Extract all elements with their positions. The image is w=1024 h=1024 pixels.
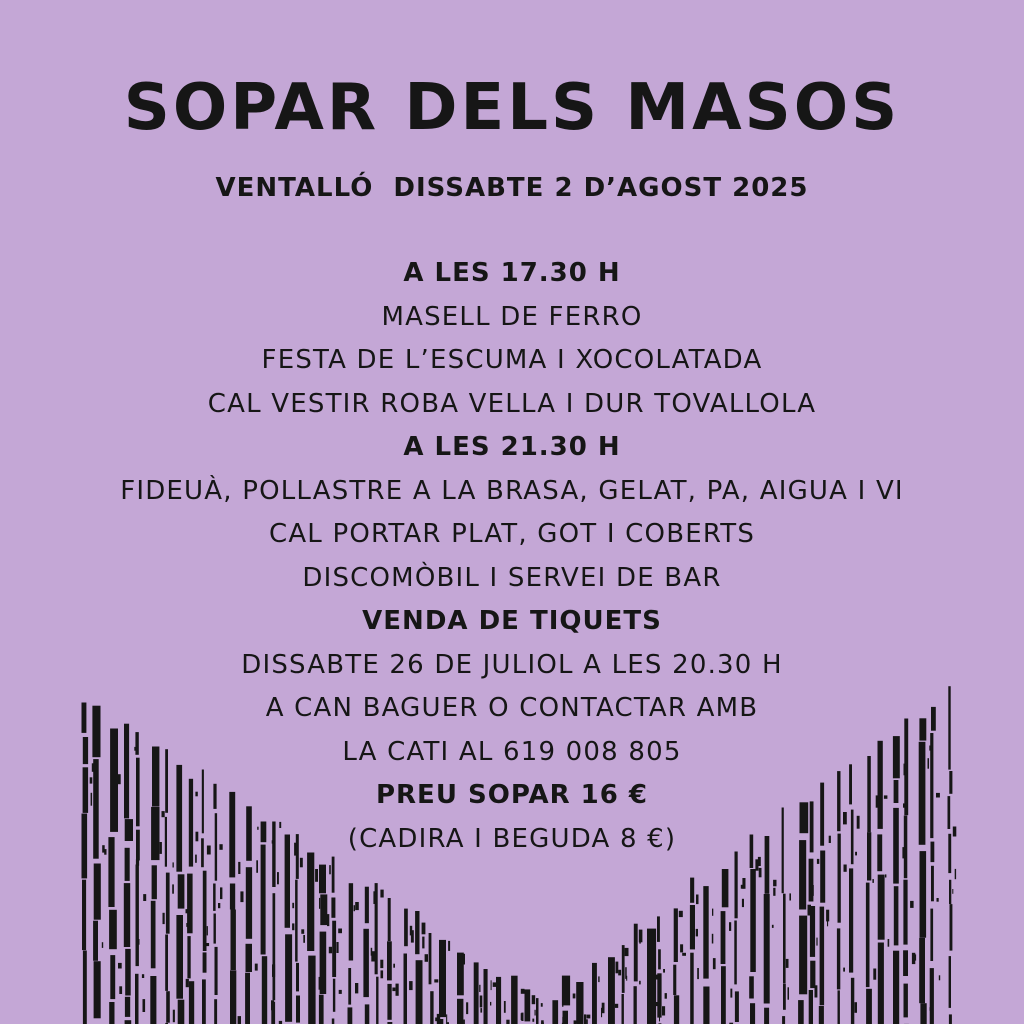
program-line: MASELL DE FERRO xyxy=(381,301,643,332)
program-line: LA CATI AL 619 008 805 xyxy=(342,736,682,767)
program-line: CAL PORTAR PLAT, GOT I COBERTS xyxy=(268,519,756,549)
program-heading: VENDA DE TIQUETS xyxy=(362,606,662,636)
event-title: SOPAR DELS MASOS xyxy=(123,71,901,145)
program-line: FESTA DE L’ESCUMA I XOCOLATADA xyxy=(261,345,763,375)
program-line: A CAN BAGUER O CONTACTAR AMB xyxy=(265,693,759,723)
program-line: CAL VESTIR ROBA VELLA I DUR TOVALLOLA xyxy=(207,388,817,419)
program-heading: A LES 21.30 H xyxy=(403,432,621,462)
event-location-date: VENTALLÓ DISSABTE 2 D’AGOST 2025 xyxy=(215,173,809,203)
event-program xyxy=(0,252,1024,861)
program-line: FIDEUÀ, POLLASTRE A LA BRASA, GELAT, PA, AIGUA I VI xyxy=(120,475,904,506)
program-heading: A LES 17.30 H xyxy=(403,258,621,288)
program-line: DISCOMÒBIL I SERVEI DE BAR xyxy=(302,562,722,593)
program-line: (CADIRA I BEGUDA 8 €) xyxy=(347,823,677,854)
program-line: DISSABTE 26 DE JULIOL A LES 20.30 H xyxy=(241,649,783,680)
program-heading: PREU SOPAR 16 € xyxy=(375,780,649,810)
